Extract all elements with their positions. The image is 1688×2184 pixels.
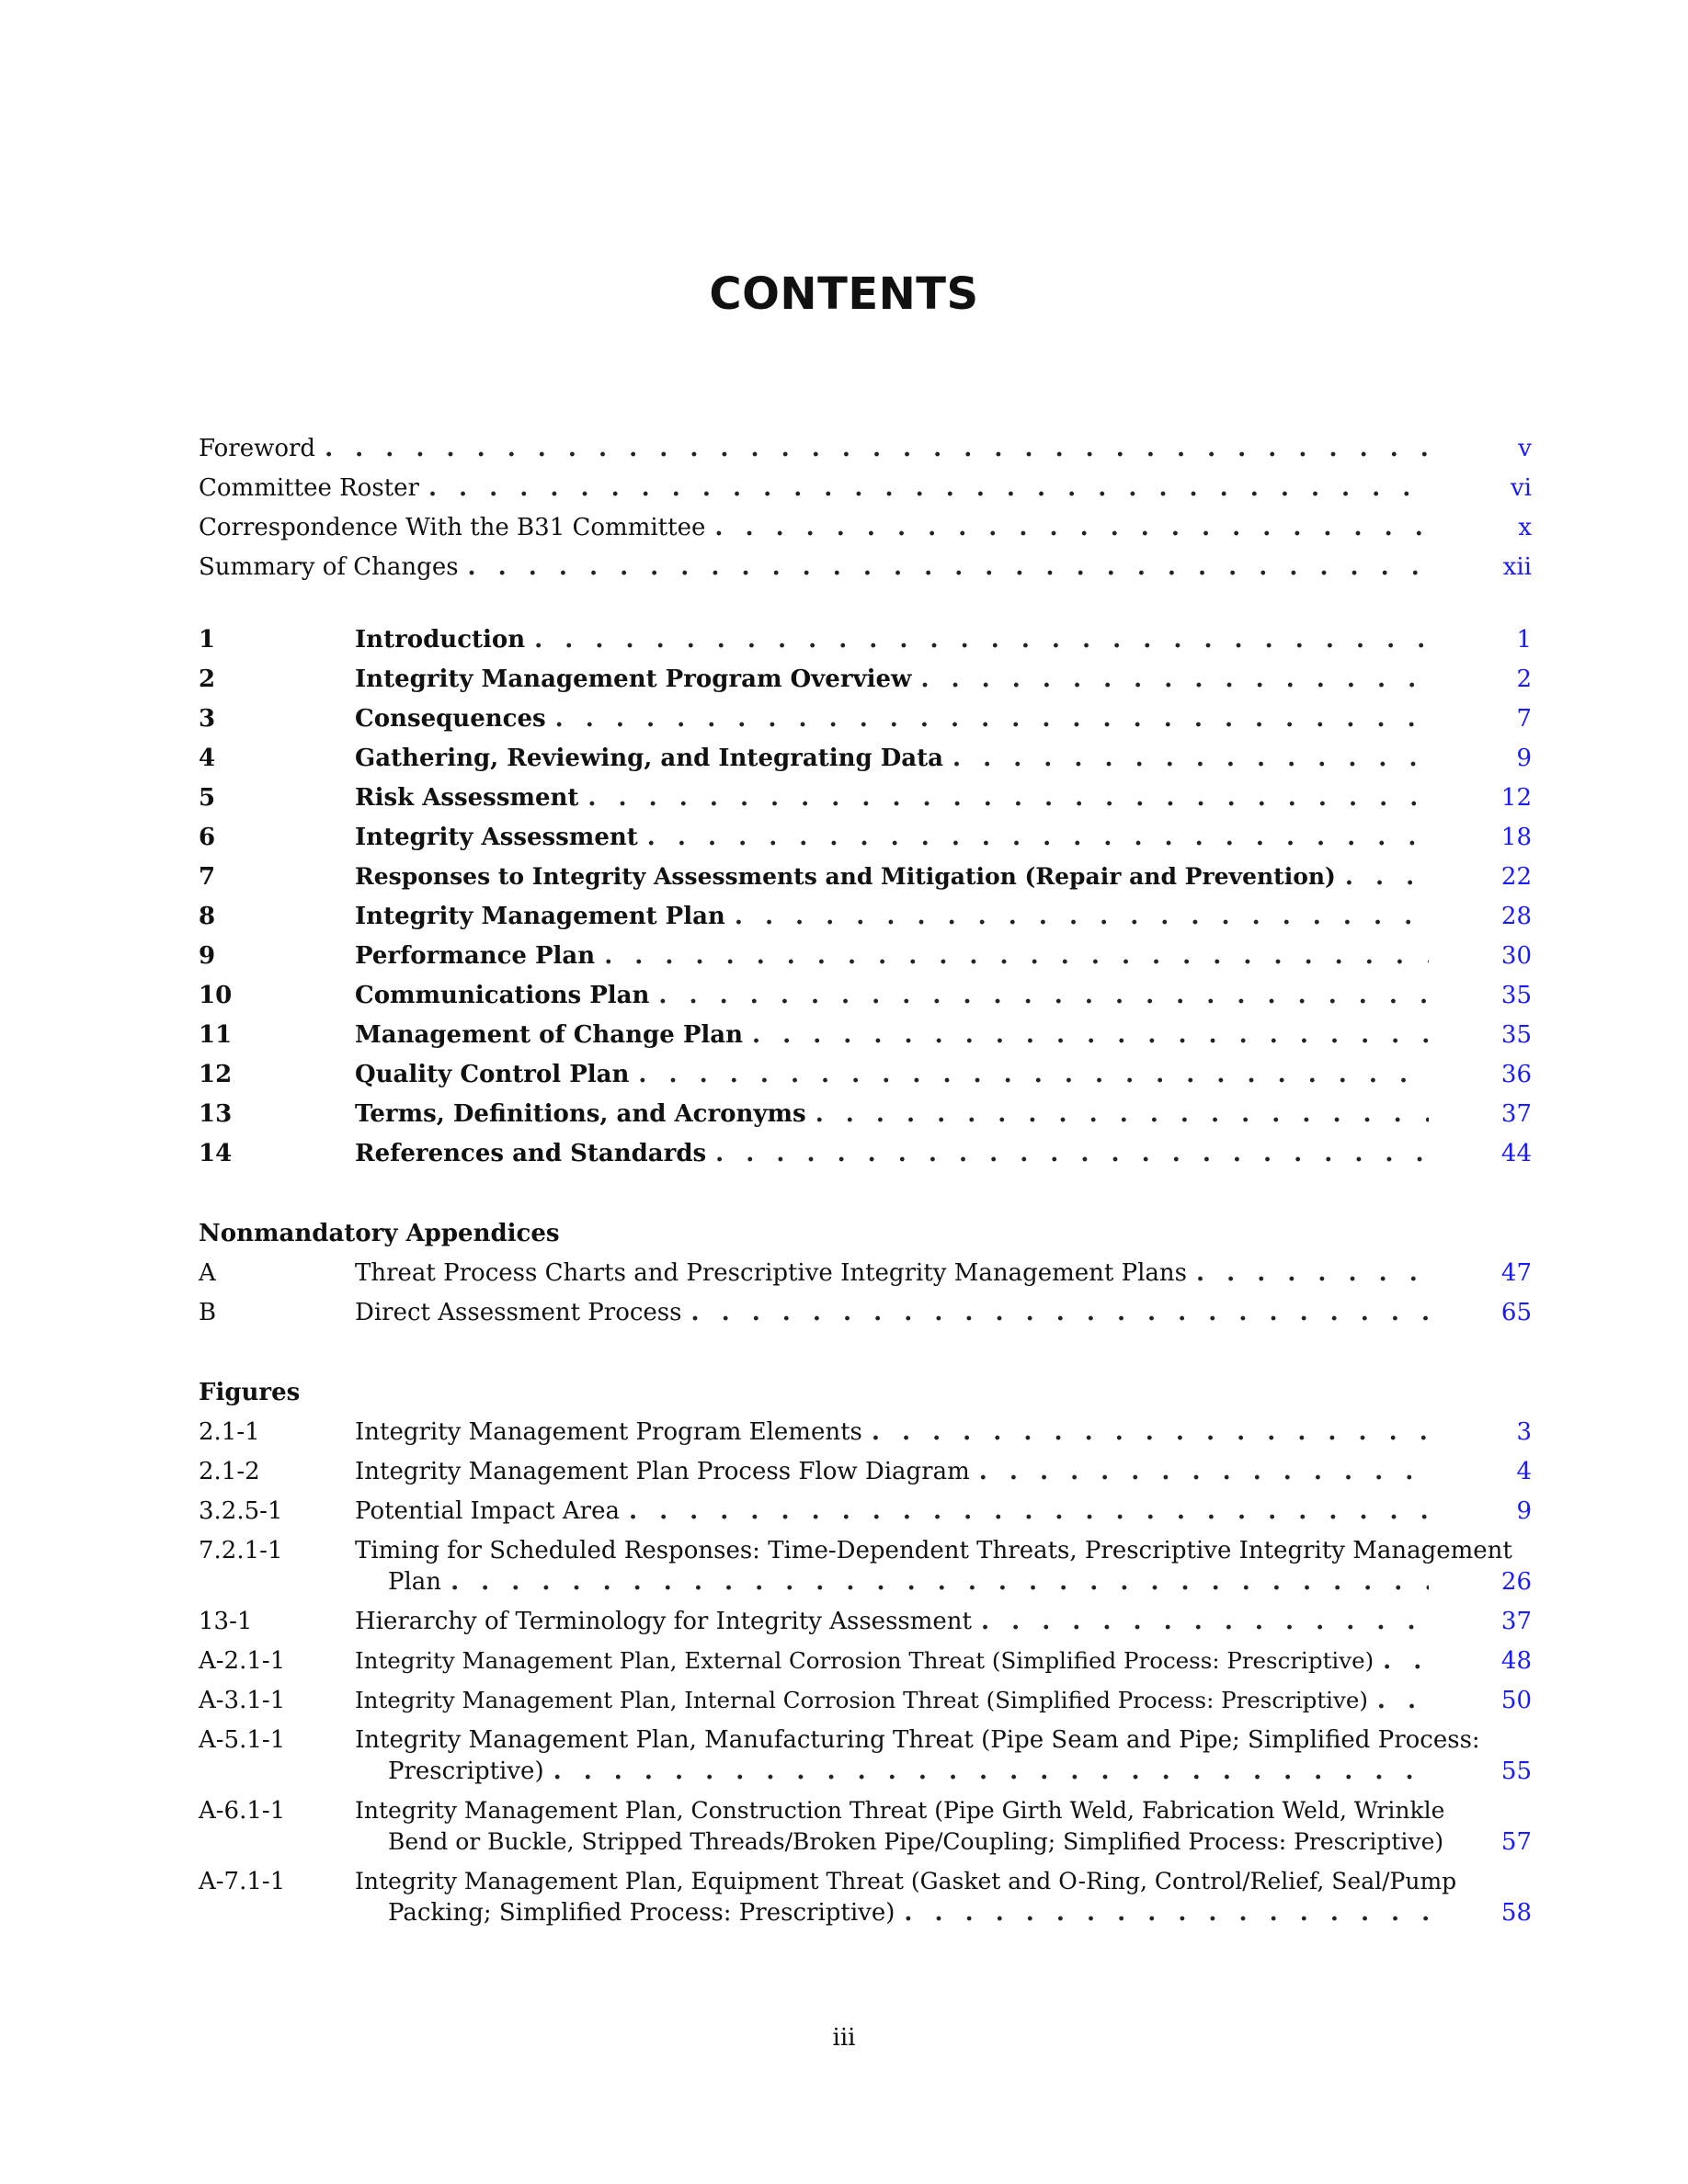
page-link[interactable]: 37 — [1500, 1608, 1532, 1635]
page-link[interactable]: 22 — [1500, 863, 1532, 891]
section-title: Performance Plan — [355, 942, 596, 970]
toc-appendix-b[interactable] — [199, 1289, 1532, 1328]
dot-leader — [534, 624, 1429, 655]
dot-leader — [815, 1098, 1429, 1130]
figure-number: A-7.1-1 — [199, 1868, 286, 1895]
section-number: 7 — [199, 863, 216, 891]
toc-figure-2-1-1[interactable] — [199, 1408, 1532, 1448]
figure-title: Integrity Management Plan, Internal Corrosion Threat (Simplified Process: Prescriptive) — [355, 1687, 1368, 1713]
toc-entry-title: Committee Roster — [199, 474, 419, 502]
page-link[interactable]: 37 — [1500, 1100, 1532, 1128]
figure-title-line1: Integrity Management Plan, Equipment Threat (Gasket and O-Ring, Control/Relief, Seal/Pump — [355, 1868, 1457, 1894]
figure-title-line1: Timing for Scheduled Responses: Time-Dependent Threats, Prescriptive Integrity Management — [355, 1537, 1512, 1564]
section-number: 1 — [199, 626, 216, 654]
page-link[interactable]: 65 — [1500, 1299, 1532, 1326]
toc-section-13[interactable] — [199, 1090, 1532, 1130]
section-number: 6 — [199, 824, 216, 851]
appendix-letter: A — [199, 1259, 216, 1287]
section-title: Integrity Assessment — [355, 824, 638, 851]
dot-leader — [979, 1456, 1429, 1487]
page-link[interactable]: 4 — [1516, 1458, 1532, 1485]
toc-entry-title: Foreword — [199, 435, 316, 462]
page-link[interactable]: 26 — [1500, 1568, 1532, 1596]
dot-leader — [428, 472, 1429, 504]
page-link[interactable]: 3 — [1516, 1418, 1532, 1446]
section-number: 13 — [199, 1100, 233, 1128]
dot-leader — [555, 703, 1429, 734]
page-link[interactable]: 1 — [1516, 626, 1532, 654]
section-title: Management of Change Plan — [355, 1021, 743, 1049]
dot-leader — [1196, 1257, 1429, 1289]
figure-title-line2: Plan — [388, 1568, 442, 1596]
dot-leader — [604, 940, 1429, 972]
toc-entry-title: Correspondence With the B31 Committee — [199, 514, 706, 541]
dot-leader — [904, 1897, 1429, 1928]
table-of-contents — [199, 425, 1532, 1928]
dot-leader — [715, 1138, 1429, 1169]
section-title: Integrity Management Program Overview — [355, 665, 912, 693]
appendix-letter: B — [199, 1299, 217, 1326]
section-number: 10 — [199, 982, 233, 1009]
page-link[interactable]: 47 — [1500, 1259, 1532, 1287]
page-link[interactable]: 18 — [1500, 824, 1532, 851]
section-title: References and Standards — [355, 1140, 707, 1167]
dot-leader — [691, 1297, 1430, 1328]
figure-title-line1: Integrity Management Plan, Construction Threat (Pipe Girth Weld, Fabrication Weld, Wrinkle — [355, 1797, 1445, 1824]
dot-leader — [952, 743, 1429, 774]
toc-entry-committee-roster[interactable] — [199, 464, 1532, 504]
dot-leader — [325, 433, 1429, 464]
toc-figure-7-2-1-1[interactable] — [199, 1527, 1532, 1598]
section-title: Risk Assessment — [355, 784, 579, 812]
dot-leader — [714, 512, 1429, 543]
section-number: 14 — [199, 1140, 233, 1167]
dot-leader — [1377, 1685, 1429, 1716]
figure-title-line2: Bend or Buckle, Stripped Threads/Broken Pipe/Coupling; Simplified Process: Prescriptive) — [388, 1828, 1444, 1855]
toc-appendix-a[interactable] — [199, 1249, 1532, 1289]
figure-title: Potential Impact Area — [355, 1497, 620, 1525]
figure-number: A-5.1-1 — [199, 1726, 286, 1754]
section-title: Responses to Integrity Assessments and Mitigation (Repair and Prevention) — [355, 863, 1336, 890]
dot-leader — [735, 901, 1429, 932]
dot-leader — [1383, 1645, 1429, 1677]
appendices-heading: Nonmandatory Appendices — [199, 1220, 560, 1247]
toc-section-4[interactable] — [199, 734, 1532, 774]
toc-figure-a-3-1-1[interactable] — [199, 1677, 1532, 1716]
toc-section-3[interactable] — [199, 695, 1532, 734]
toc-figure-a-7-1-1[interactable] — [199, 1858, 1532, 1928]
dot-leader — [468, 552, 1429, 583]
dot-leader — [981, 1606, 1429, 1637]
toc-figure-13-1[interactable] — [199, 1598, 1532, 1637]
page-link[interactable]: v — [1518, 435, 1532, 462]
page-link[interactable]: 58 — [1500, 1899, 1532, 1927]
figure-title: Integrity Management Plan Process Flow Diagram — [355, 1458, 970, 1485]
section-number: 2 — [199, 665, 216, 693]
page-link[interactable]: 28 — [1500, 903, 1532, 930]
figure-title-line1: Integrity Management Plan, Manufacturing Threat (Pipe Seam and Pipe; Simplified Process: — [355, 1726, 1480, 1754]
section-title: Quality Control Plan — [355, 1061, 630, 1088]
figures-heading: Figures — [199, 1379, 301, 1406]
toc-section-5[interactable] — [199, 774, 1532, 813]
section-title: Introduction — [355, 626, 526, 654]
dot-leader — [647, 822, 1429, 853]
toc-entry-title: Summary of Changes — [199, 553, 459, 581]
toc-figure-a-5-1-1[interactable] — [199, 1716, 1532, 1787]
page-link[interactable]: vi — [1510, 474, 1532, 502]
toc-section-11[interactable] — [199, 1011, 1532, 1051]
section-number: 11 — [199, 1021, 233, 1049]
dot-leader — [553, 1756, 1429, 1787]
page-link[interactable]: x — [1518, 514, 1532, 541]
figure-title: Integrity Management Plan, External Corrosion Threat (Simplified Process: Prescriptive) — [355, 1647, 1374, 1674]
section-title: Gathering, Reviewing, and Integrating Data — [355, 745, 943, 772]
dot-leader — [638, 1059, 1429, 1090]
figure-title-line2: Prescriptive) — [388, 1757, 544, 1785]
figure-title: Hierarchy of Terminology for Integrity Assessment — [355, 1608, 972, 1635]
page-link[interactable]: 55 — [1500, 1757, 1532, 1785]
figure-number: 2.1-1 — [199, 1418, 260, 1446]
section-title: Consequences — [355, 705, 546, 733]
toc-section-9[interactable] — [199, 932, 1532, 972]
page-link[interactable]: 35 — [1500, 1021, 1532, 1049]
figure-title: Integrity Management Program Elements — [355, 1418, 862, 1446]
toc-entry-foreword[interactable] — [199, 425, 1532, 464]
dot-leader — [587, 782, 1429, 813]
page-link[interactable]: 48 — [1500, 1647, 1532, 1675]
section-number: 12 — [199, 1061, 233, 1088]
figure-number: 2.1-2 — [199, 1458, 260, 1485]
page-link[interactable]: xii — [1502, 553, 1532, 581]
dot-leader — [1345, 861, 1429, 893]
dot-leader — [629, 1496, 1429, 1527]
page-link[interactable]: 30 — [1500, 942, 1532, 970]
dot-leader — [872, 1416, 1429, 1448]
page-number-footer: iii — [832, 2024, 856, 2052]
toc-entry-correspondence[interactable] — [199, 504, 1532, 543]
toc-figure-3-2-5-1[interactable] — [199, 1487, 1532, 1527]
toc-entry-summary-of-changes[interactable] — [199, 543, 1532, 583]
section-title: Communications Plan — [355, 982, 650, 1009]
toc-section-6[interactable] — [199, 813, 1532, 853]
toc-section-7[interactable] — [199, 853, 1532, 893]
toc-section-8[interactable] — [199, 893, 1532, 932]
dot-leader — [752, 1019, 1429, 1051]
figure-number: A-2.1-1 — [199, 1647, 286, 1675]
dot-leader — [920, 664, 1429, 695]
section-number: 8 — [199, 903, 216, 930]
dot-leader — [658, 980, 1429, 1011]
toc-section-1[interactable] — [199, 616, 1532, 655]
page-link[interactable]: 7 — [1516, 705, 1532, 733]
appendix-title: Threat Process Charts and Prescriptive Integrity Management Plans — [355, 1259, 1188, 1287]
page-link[interactable]: 9 — [1516, 745, 1532, 772]
figure-title-line2: Packing; Simplified Process: Prescriptive) — [388, 1899, 895, 1927]
section-title: Integrity Management Plan — [355, 903, 725, 930]
toc-figure-a-2-1-1[interactable] — [199, 1637, 1532, 1677]
section-number: 9 — [199, 942, 216, 970]
page-link[interactable]: 12 — [1500, 784, 1532, 812]
section-number: 3 — [199, 705, 216, 733]
figure-number: 13-1 — [199, 1608, 253, 1635]
section-number: 5 — [199, 784, 216, 812]
page-link[interactable]: 9 — [1516, 1497, 1532, 1525]
section-number: 4 — [199, 745, 216, 772]
page-link[interactable]: 2 — [1516, 665, 1532, 693]
appendix-title: Direct Assessment Process — [355, 1299, 682, 1326]
page-title: CONTENTS — [709, 268, 979, 320]
page-link[interactable]: 35 — [1500, 982, 1532, 1009]
page-link[interactable]: 44 — [1500, 1140, 1532, 1167]
page-link[interactable]: 57 — [1500, 1828, 1532, 1856]
figure-number: 3.2.5-1 — [199, 1497, 283, 1525]
toc-section-14[interactable] — [199, 1130, 1532, 1169]
toc-section-2[interactable] — [199, 655, 1532, 695]
figure-number: 7.2.1-1 — [199, 1537, 283, 1564]
figure-number: A-6.1-1 — [199, 1797, 286, 1825]
toc-figure-a-6-1-1[interactable] — [199, 1787, 1532, 1858]
page-link[interactable]: 50 — [1500, 1687, 1532, 1714]
figure-number: A-3.1-1 — [199, 1687, 286, 1714]
toc-figure-2-1-2[interactable] — [199, 1448, 1532, 1487]
toc-section-10[interactable] — [199, 972, 1532, 1011]
dot-leader — [451, 1566, 1429, 1598]
toc-section-12[interactable] — [199, 1051, 1532, 1090]
section-title: Terms, Definitions, and Acronyms — [355, 1100, 806, 1128]
page-link[interactable]: 36 — [1500, 1061, 1532, 1088]
